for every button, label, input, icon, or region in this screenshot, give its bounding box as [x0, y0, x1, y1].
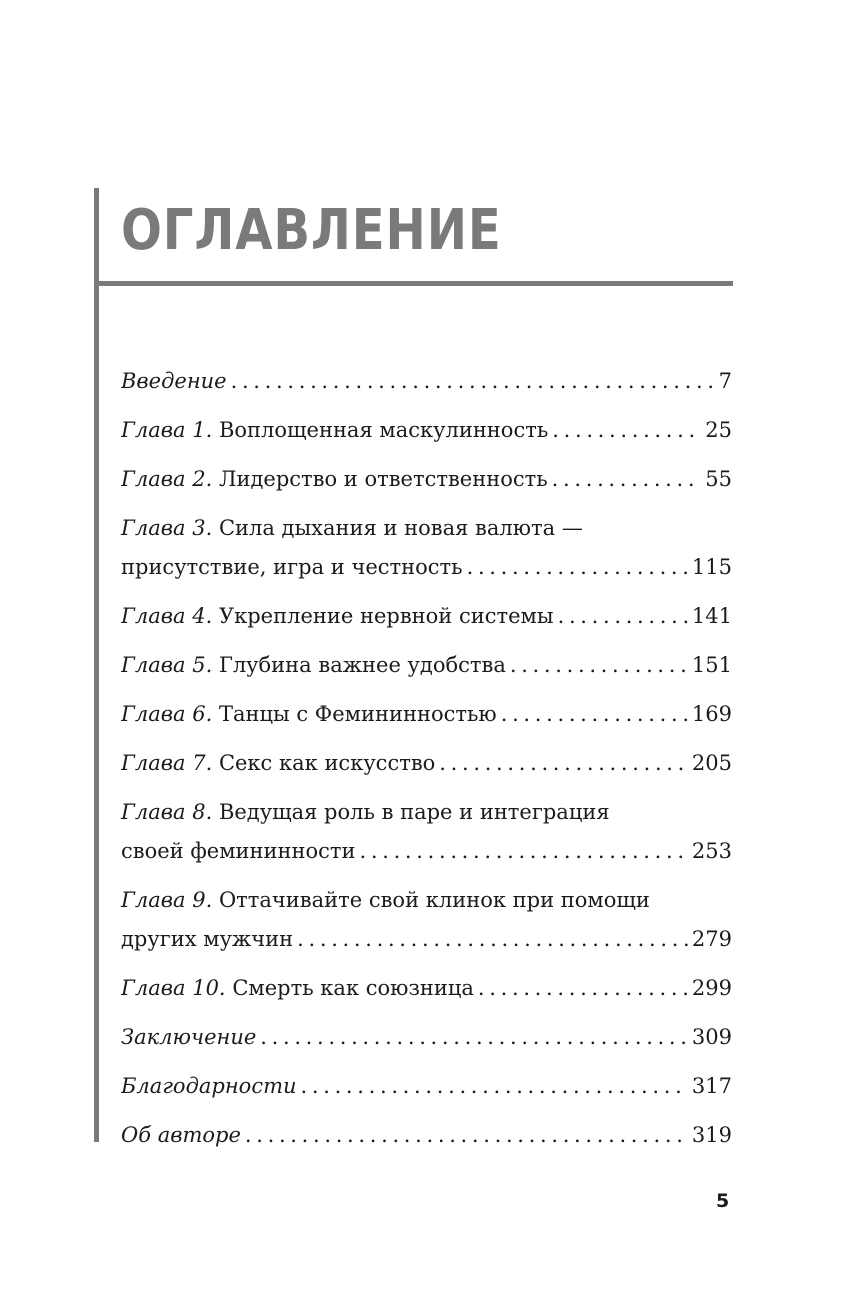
dot-leader: [510, 646, 688, 685]
toc-entry-chapter-4: [121, 597, 732, 646]
toc-entry-label: Глава 7.: [121, 751, 213, 775]
toc-entry-label: Глава 10.: [121, 976, 226, 1000]
left-margin-rule: [94, 188, 99, 1142]
toc-page-number: 151: [691, 653, 732, 677]
toc-page-number: 7: [718, 369, 732, 393]
toc-page-number: 319: [691, 1123, 732, 1147]
toc-line: [121, 1067, 732, 1106]
toc-entry-label: Глава 9.: [121, 888, 213, 912]
toc-line: [121, 597, 732, 636]
toc-line: [121, 793, 732, 832]
toc-page-number: 169: [691, 702, 732, 726]
page-number-folio: 5: [716, 1190, 730, 1212]
toc-entry-chapter-8: [121, 793, 732, 881]
toc-entry-label: Глава 2.: [121, 467, 213, 491]
toc-page-number: 279: [691, 927, 732, 951]
toc-line: [121, 548, 732, 587]
toc-entry-conclusion: [121, 1018, 732, 1067]
toc-entry-label: Глава 3.: [121, 516, 213, 540]
toc-line: [121, 881, 732, 920]
toc-line: [121, 832, 732, 871]
toc-line: [121, 362, 732, 401]
dot-leader: [552, 460, 702, 499]
toc-page-number: 115: [691, 555, 732, 579]
toc-entry-label: Благодарности: [121, 1074, 297, 1098]
toc-entry-title: Ведущая роль в паре и интеграция: [218, 800, 610, 824]
toc-page-number: 299: [691, 976, 732, 1000]
dot-leader: [260, 1018, 688, 1057]
toc-page-number: 55: [705, 467, 732, 491]
toc-entry-label: Глава 6.: [121, 702, 213, 726]
toc-entry-title: Сила дыхания и новая валюта —: [218, 516, 583, 540]
toc-entry-chapter-3: [121, 509, 732, 597]
toc-entry-title: Воплощенная маскулинность: [218, 418, 549, 442]
title-underline-rule: [99, 281, 733, 286]
toc-page-number: 309: [691, 1025, 732, 1049]
toc-line: [121, 411, 732, 450]
toc-entry-title: Смерть как союзница: [232, 976, 474, 1000]
toc-page-number: 317: [691, 1074, 732, 1098]
toc-entry-label: Заключение: [121, 1025, 257, 1049]
dot-leader: [245, 1116, 688, 1155]
page-title: ОГЛАВЛЕНИЕ: [121, 198, 502, 263]
dot-leader: [301, 1067, 688, 1106]
toc-entry-title: Лидерство и ответственность: [218, 467, 548, 491]
table-of-contents: [121, 362, 732, 1155]
dot-leader: [558, 597, 688, 636]
dot-leader: [501, 695, 688, 734]
toc-entry-title: Секс как искусство: [218, 751, 436, 775]
toc-entry-acknowledgements: [121, 1067, 732, 1116]
toc-entry-title: Укрепление нервной системы: [218, 604, 554, 628]
toc-entry-chapter-9: [121, 881, 732, 969]
toc-line: [121, 744, 732, 783]
toc-entry-introduction: [121, 362, 732, 411]
toc-entry-label: Глава 1.: [121, 418, 213, 442]
toc-entry-chapter-5: [121, 646, 732, 695]
dot-leader: [297, 920, 688, 959]
toc-line: [121, 646, 732, 685]
toc-entry-title-continued: других мужчин: [121, 927, 294, 951]
toc-line: [121, 969, 732, 1008]
toc-entry-title-continued: своей фемининности: [121, 839, 356, 863]
toc-entry-chapter-1: [121, 411, 732, 460]
toc-line: [121, 920, 732, 959]
dot-leader: [467, 548, 688, 587]
toc-entry-label: Об авторе: [121, 1123, 241, 1147]
toc-entry-chapter-10: [121, 969, 732, 1018]
toc-entry-title: Оттачивайте свой клинок при помощи: [218, 888, 650, 912]
toc-page-number: 25: [705, 418, 732, 442]
toc-entry-chapter-7: [121, 744, 732, 793]
toc-entry-chapter-2: [121, 460, 732, 509]
dot-leader: [231, 362, 715, 401]
toc-line: [121, 509, 732, 548]
toc-entry-about-author: [121, 1116, 732, 1155]
dot-leader: [360, 832, 688, 871]
toc-entry-title: Глубина важнее удобства: [218, 653, 506, 677]
toc-entry-label: Введение: [121, 369, 227, 393]
toc-line: [121, 695, 732, 734]
toc-line: [121, 460, 732, 499]
toc-entry-chapter-6: [121, 695, 732, 744]
toc-entry-label: Глава 5.: [121, 653, 213, 677]
dot-leader: [478, 969, 688, 1008]
dot-leader: [552, 411, 701, 450]
toc-entry-label: Глава 8.: [121, 800, 213, 824]
toc-entry-title-continued: присутствие, игра и честность: [121, 555, 463, 579]
toc-page-number: 205: [691, 751, 732, 775]
toc-entry-title: Танцы с Фемининностью: [218, 702, 497, 726]
toc-line: [121, 1018, 732, 1057]
dot-leader: [439, 744, 688, 783]
toc-page-number: 141: [691, 604, 732, 628]
toc-line: [121, 1116, 732, 1155]
toc-entry-label: Глава 4.: [121, 604, 213, 628]
toc-page-number: 253: [691, 839, 732, 863]
